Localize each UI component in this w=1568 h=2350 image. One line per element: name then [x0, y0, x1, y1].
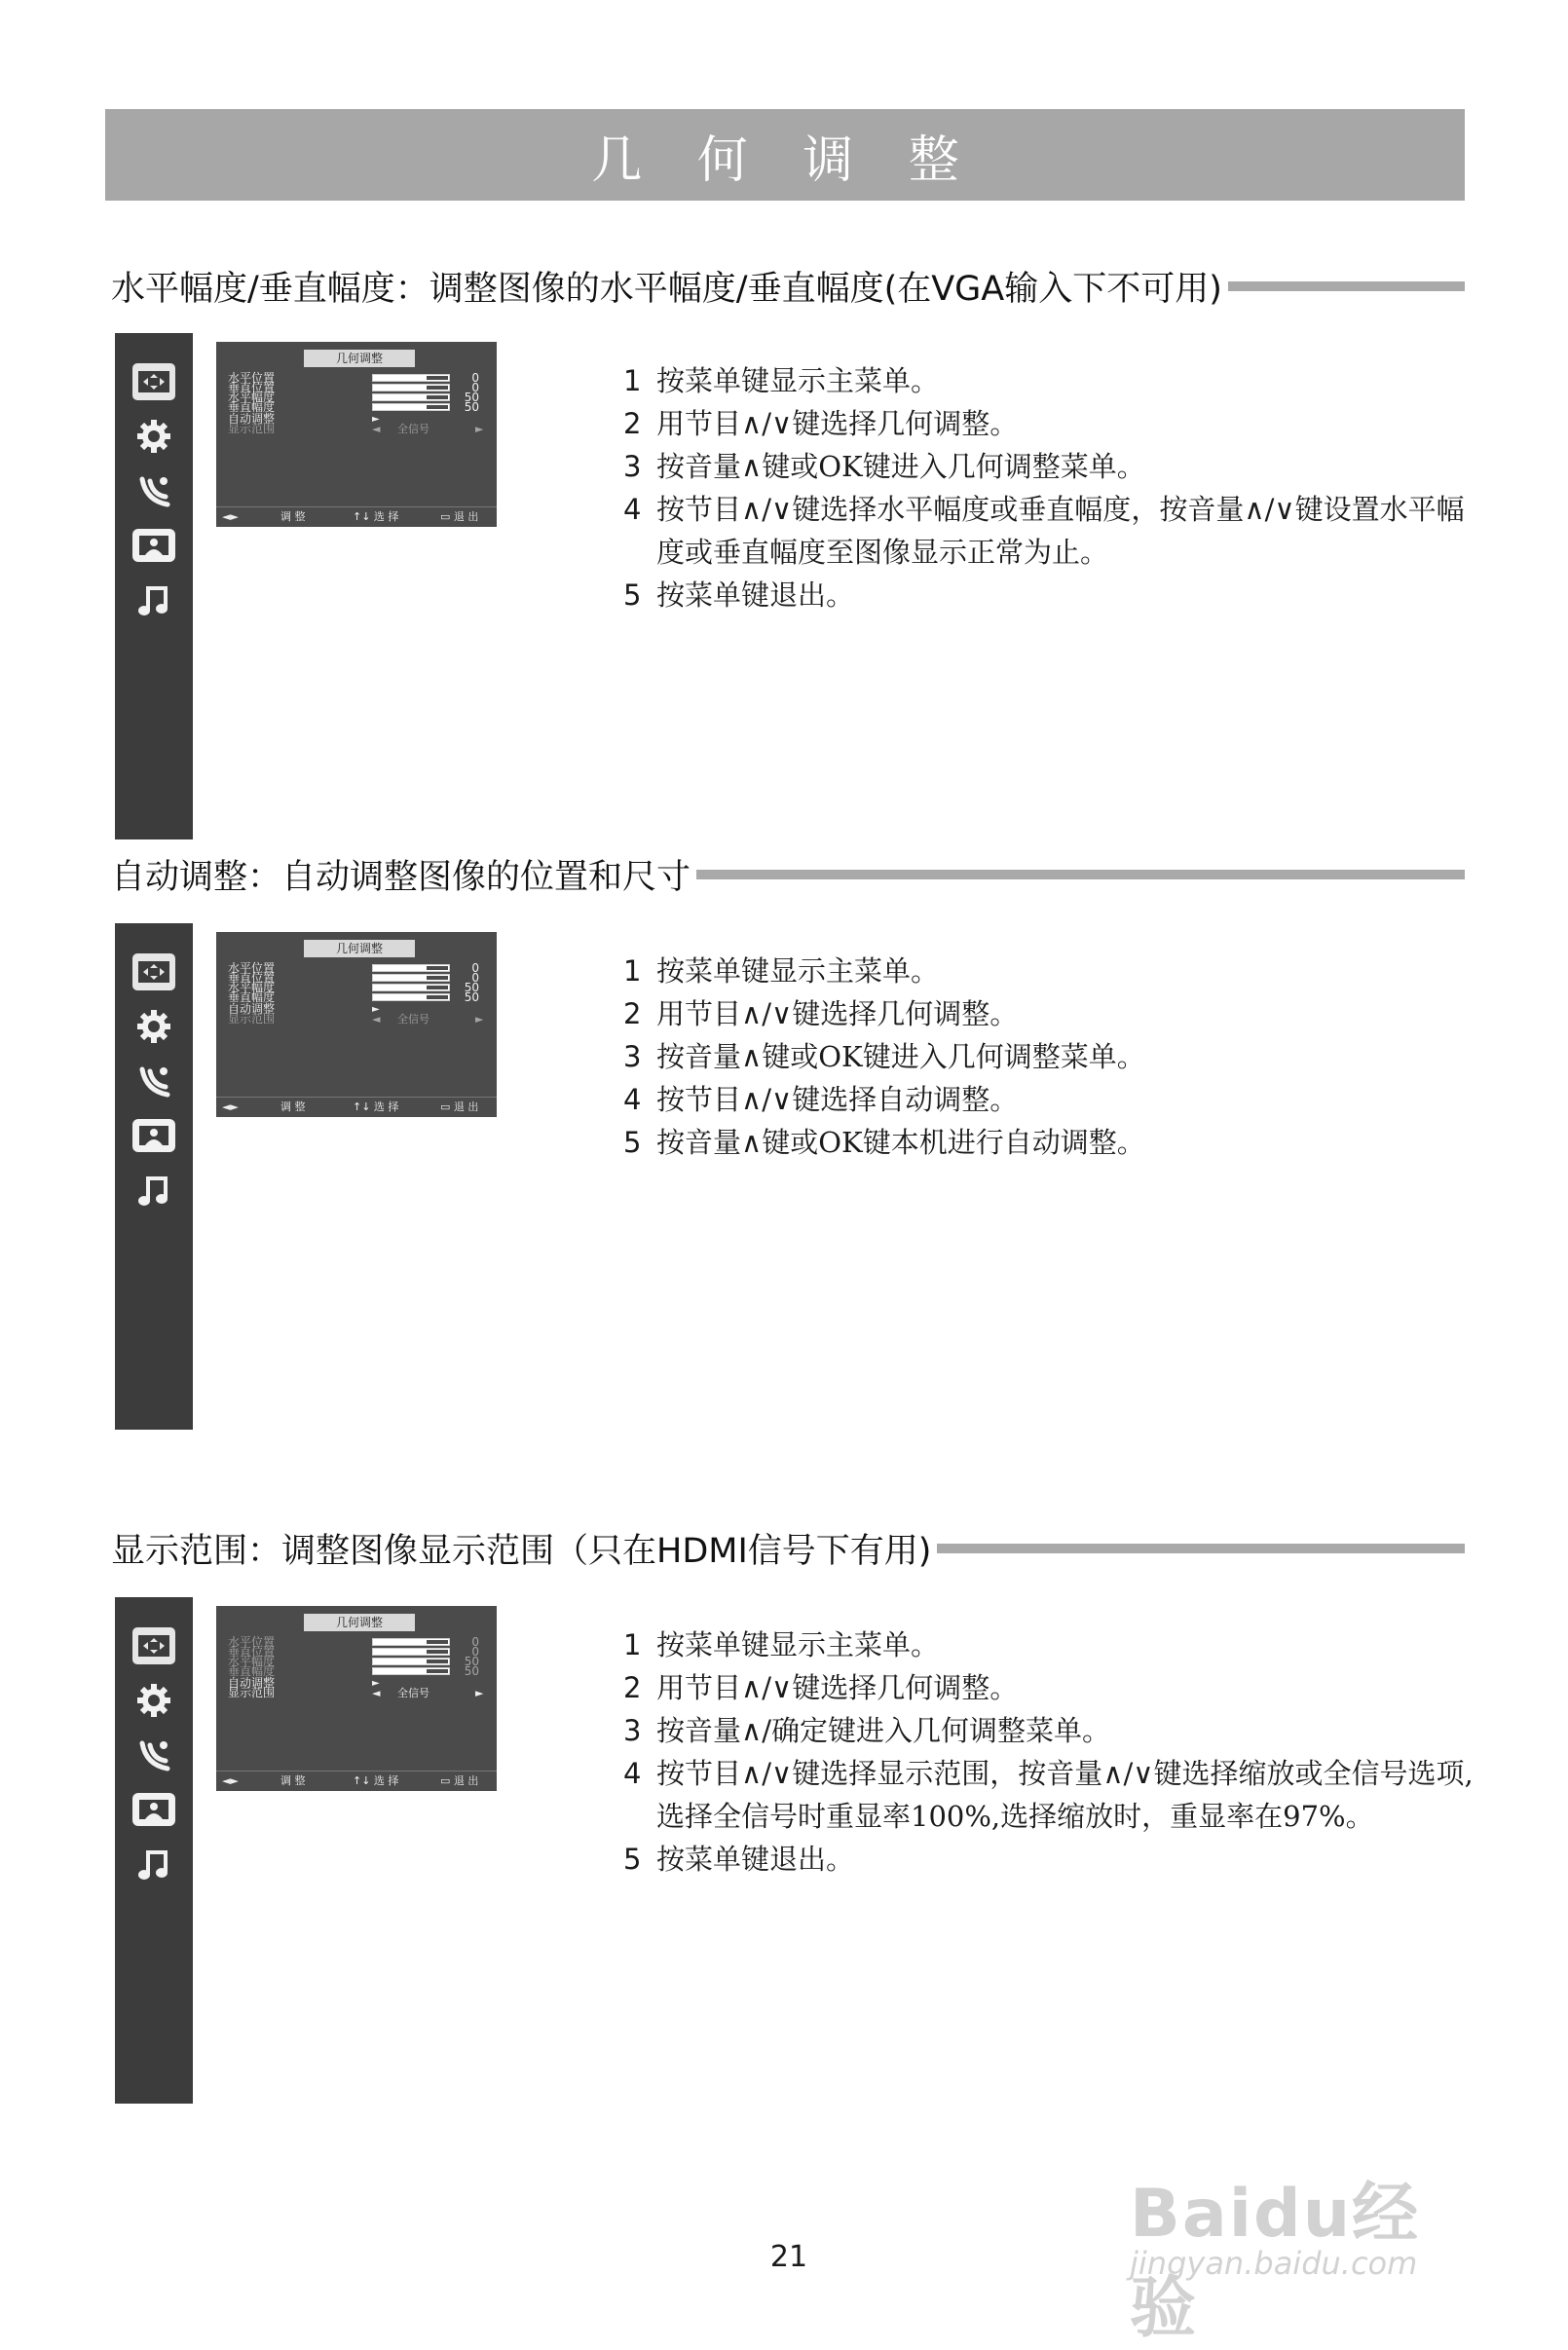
- step-number: 2: [623, 997, 642, 1030]
- step-text: 。: [989, 997, 1019, 1030]
- osd-item-label: 水平位置: [228, 1635, 276, 1649]
- osd-slider-track: [427, 405, 448, 409]
- step-text: ∧键或OK键进入: [741, 450, 948, 483]
- step-item: [623, 992, 1480, 1035]
- osd-title: 几何调整: [304, 350, 415, 367]
- step-text: 菜单。: [1060, 1040, 1145, 1073]
- osd-item-label: 水平幅度: [228, 1655, 276, 1668]
- step-keyword: 菜单: [685, 364, 742, 397]
- step-text: 用: [656, 1671, 686, 1704]
- osd-slider-bar[interactable]: [372, 403, 450, 411]
- step-text: 按: [656, 578, 686, 612]
- right-arrow-icon[interactable]: ►: [475, 423, 484, 435]
- step-number: 3: [623, 1040, 642, 1073]
- step-keyword: 菜单: [685, 1628, 742, 1661]
- osd-item-value: 0: [471, 971, 479, 985]
- osd-footer-adjust: 调 整: [280, 1100, 306, 1113]
- step-item: [623, 1666, 1480, 1709]
- step-keyword: 菜单: [685, 1843, 742, 1876]
- step-keyword: 音量: [685, 450, 742, 483]
- picture-icon: [131, 522, 177, 569]
- step-text: ∧/∨键设置水平幅度或垂直幅度至图像显示正常为止。: [656, 493, 1465, 569]
- osd-item-value: 50: [464, 981, 479, 994]
- step-text: 键退出。: [741, 578, 855, 612]
- osd-footer: [216, 1097, 497, 1117]
- osd-item-label: 水平位置: [228, 371, 276, 385]
- step-item: [623, 359, 1480, 402]
- step-number: 5: [623, 1126, 642, 1159]
- step-keyword: 垂直幅度: [1018, 493, 1132, 526]
- osd-footer-exit: ▭ 退 出: [440, 510, 479, 523]
- step-keyword: 几何调整: [947, 450, 1061, 483]
- step-text: 按: [656, 1714, 686, 1747]
- osd-menu: [216, 1606, 497, 1791]
- step-keyword: 音量: [685, 1126, 742, 1159]
- right-arrow-icon[interactable]: ►: [372, 1678, 380, 1689]
- step-keyword: 几何调整: [947, 1040, 1061, 1073]
- instruction-steps: [623, 1623, 1480, 1881]
- step-keyword: 音量: [1046, 1757, 1103, 1790]
- step-text: 按: [656, 364, 686, 397]
- step-text: 按: [656, 450, 686, 483]
- osd-item[interactable]: [228, 422, 487, 436]
- osd-item[interactable]: [228, 1686, 487, 1700]
- step-keyword: 节目: [685, 1671, 742, 1704]
- osd-footer: [216, 1771, 497, 1791]
- menu-icon-strip: [115, 1597, 193, 2104]
- osd-item-label: 垂直幅度: [228, 990, 276, 1004]
- right-arrow-icon[interactable]: ►: [372, 414, 380, 425]
- section-h-v-size: [0, 257, 1568, 841]
- step-text: 。: [989, 1671, 1019, 1704]
- step-text: 键显示主菜单。: [741, 1628, 940, 1661]
- step-text: 或: [989, 493, 1019, 526]
- section-rule: [1228, 281, 1465, 291]
- osd-item-label: 显示范围: [228, 422, 276, 435]
- step-number: 5: [623, 1843, 642, 1876]
- osd-title: 几何调整: [304, 1614, 415, 1631]
- osd-item-label: 水平幅度: [228, 391, 276, 404]
- step-number: 1: [623, 364, 642, 397]
- step-text: ∧/∨键选择: [741, 1083, 877, 1116]
- step-item: [623, 402, 1480, 445]
- step-text: 键显示主菜单。: [741, 364, 940, 397]
- section-rule: [696, 870, 1465, 879]
- step-number: 3: [623, 450, 642, 483]
- step-text: 按: [656, 1083, 686, 1116]
- music-note-icon: [131, 1841, 177, 1887]
- section-header: [111, 257, 1465, 316]
- osd-select-value: 全信号: [397, 1013, 429, 1026]
- osd-footer-adjust: 调 整: [280, 510, 306, 523]
- step-text: 按: [656, 1040, 686, 1073]
- osd-slider-track: [427, 986, 448, 989]
- osd-menu: [216, 932, 497, 1117]
- osd-select-value: 全信号: [397, 423, 429, 435]
- section-auto-adjust: [0, 845, 1568, 1430]
- osd-item-value: 50: [464, 391, 479, 404]
- section-header: [111, 845, 1465, 904]
- osd-item-label: 自动调整: [228, 412, 276, 426]
- osd-slider-track: [427, 966, 448, 970]
- osd-item-value: 0: [471, 1635, 479, 1649]
- osd-item-label: 水平幅度: [228, 981, 276, 994]
- osd-item-label: 显示范围: [228, 1686, 276, 1699]
- watermark-logo: Baidu经验: [1130, 2176, 1421, 2347]
- step-number: 2: [623, 407, 642, 440]
- step-keyword: 几何调整: [877, 407, 990, 440]
- osd-slider-track: [427, 1669, 448, 1673]
- picture-icon: [131, 1786, 177, 1833]
- osd-item-label: 垂直位置: [228, 971, 276, 985]
- osd-footer-adjust: 调 整: [280, 1774, 306, 1787]
- section-header: [111, 1519, 1465, 1578]
- step-text: 。: [989, 1083, 1019, 1116]
- osd-item-label: 垂直位置: [228, 381, 276, 394]
- step-number: 3: [623, 1714, 642, 1747]
- step-text: 按: [656, 1628, 686, 1661]
- osd-slider-bar[interactable]: [372, 1667, 450, 1675]
- osd-footer-select: ↑↓ 选 择: [353, 1774, 399, 1787]
- step-item: [623, 1078, 1480, 1121]
- osd-item-label: 垂直位置: [228, 1645, 276, 1659]
- step-keyword: 节目: [685, 407, 742, 440]
- osd-slider-track: [427, 1660, 448, 1663]
- osd-slider-track: [427, 395, 448, 399]
- left-arrow-icon[interactable]: ◄: [372, 1687, 381, 1699]
- left-right-arrow-icon: ◄►: [222, 1100, 239, 1113]
- step-item: [623, 445, 1480, 488]
- osd-item-label: 垂直幅度: [228, 1664, 276, 1678]
- osd-item-label: 显示范围: [228, 1012, 276, 1026]
- step-text: 菜单。: [1026, 1714, 1111, 1747]
- watermark-url: jingyan.baidu.com: [1130, 2245, 1418, 2282]
- step-keyword: 显示范围: [877, 1757, 990, 1790]
- osd-slider-track: [427, 976, 448, 980]
- step-text: ∧键或OK键进入: [741, 1040, 948, 1073]
- instruction-steps: [623, 950, 1480, 1164]
- page-number: 21: [769, 2240, 808, 2274]
- step-keyword: 节目: [685, 1083, 742, 1116]
- step-text: ∧/∨键选择: [741, 1757, 877, 1790]
- step-keyword: 自动调整: [877, 1083, 990, 1116]
- step-item: [623, 488, 1480, 574]
- step-keyword: 几何调整: [913, 1714, 1027, 1747]
- step-text: ，按: [989, 1757, 1047, 1790]
- step-keyword: 几何调整: [877, 997, 990, 1030]
- step-text: 按: [656, 493, 686, 526]
- osd-item-value: 50: [464, 1664, 479, 1678]
- music-note-icon: [131, 577, 177, 623]
- step-text: ∧/确定键进入: [741, 1714, 914, 1747]
- right-arrow-icon[interactable]: ►: [475, 1013, 484, 1026]
- osd-item-label: 垂直幅度: [228, 400, 276, 414]
- osd-slider-track: [427, 1640, 448, 1644]
- antenna-icon: [131, 1732, 177, 1778]
- step-text: ∧/∨键选择: [741, 1671, 877, 1704]
- step-item: [623, 1752, 1480, 1838]
- step-text: ∧键或OK键本机进行自动调整。: [741, 1126, 1145, 1159]
- step-number: 5: [623, 578, 642, 612]
- osd-item-value: 0: [471, 381, 479, 394]
- left-right-arrow-icon: ◄►: [222, 1774, 239, 1787]
- step-item: [623, 1709, 1480, 1752]
- osd-item[interactable]: [228, 1012, 487, 1026]
- osd-slider-bar[interactable]: [372, 993, 450, 1001]
- step-text: 键退出。: [741, 1843, 855, 1876]
- step-text: 按: [656, 1757, 686, 1790]
- section-heading: 水平幅度/垂直幅度：调整图像的水平幅度/垂直幅度(在VGA输入下不可用): [111, 270, 1222, 309]
- step-keyword: 水平幅度: [877, 493, 990, 526]
- step-item: [623, 574, 1480, 616]
- osd-item-label: 水平位置: [228, 961, 276, 975]
- step-keyword: 菜单: [685, 578, 742, 612]
- step-keyword: 节目: [685, 493, 742, 526]
- step-text: ∧/∨键选择: [741, 997, 877, 1030]
- watermark: [1130, 2108, 1480, 2347]
- osd-item-value: 50: [464, 990, 479, 1004]
- gear-icon: [131, 1003, 177, 1050]
- step-number: 4: [623, 1757, 642, 1790]
- osd-slider-track: [427, 376, 448, 380]
- picture-icon: [131, 1112, 177, 1159]
- osd-item-label: 自动调整: [228, 1002, 276, 1016]
- gear-icon: [131, 1677, 177, 1724]
- left-right-arrow-icon: ◄►: [222, 510, 239, 523]
- antenna-icon: [131, 1058, 177, 1104]
- section-heading: 显示范围：调整图像显示范围（只在HDMI信号下有用): [111, 1532, 932, 1571]
- step-number: 4: [623, 1083, 642, 1116]
- step-keyword: 菜单: [685, 954, 742, 988]
- osd-item-value: 0: [471, 1645, 479, 1659]
- page-title: 几 何 调 整: [591, 131, 979, 190]
- osd-footer-select: ↑↓ 选 择: [353, 510, 399, 523]
- left-arrow-icon[interactable]: ◄: [372, 423, 381, 435]
- osd-footer-exit: ▭ 退 出: [440, 1100, 479, 1113]
- step-item: [623, 1623, 1480, 1666]
- osd-item-value: 50: [464, 400, 479, 414]
- step-number: 4: [623, 493, 642, 526]
- instruction-steps: [623, 359, 1480, 616]
- section-display-range: [0, 1519, 1568, 2123]
- step-text: ∧/∨键选择: [741, 407, 877, 440]
- geometry-icon: [131, 1623, 177, 1669]
- antenna-icon: [131, 467, 177, 514]
- step-keyword: 节目: [685, 997, 742, 1030]
- step-number: 1: [623, 954, 642, 988]
- osd-slider-track: [427, 386, 448, 390]
- step-text: 用: [656, 997, 686, 1030]
- step-item: [623, 950, 1480, 992]
- step-text: 键显示主菜单。: [741, 954, 940, 988]
- step-keyword: 音量: [685, 1040, 742, 1073]
- osd-item-value: 50: [464, 1655, 479, 1668]
- step-item: [623, 1121, 1480, 1164]
- section-rule: [937, 1544, 1465, 1553]
- section-heading: 自动调整：自动调整图像的位置和尺寸: [111, 858, 691, 897]
- step-keyword: 音量: [685, 1714, 742, 1747]
- step-text: ，按: [1131, 493, 1188, 526]
- menu-icon-strip: [115, 333, 193, 839]
- step-text: 用: [656, 407, 686, 440]
- music-note-icon: [131, 1167, 177, 1213]
- osd-item-value: 0: [471, 961, 479, 975]
- menu-icon-strip: [115, 923, 193, 1430]
- right-arrow-icon[interactable]: ►: [475, 1687, 484, 1699]
- step-text: 。: [989, 407, 1019, 440]
- step-text: 按: [656, 954, 686, 988]
- osd-menu: [216, 342, 497, 527]
- osd-footer-exit: ▭ 退 出: [440, 1774, 479, 1787]
- step-number: 2: [623, 1671, 642, 1704]
- osd-item-value: 0: [471, 371, 479, 385]
- step-text: 菜单。: [1060, 450, 1145, 483]
- step-keyword: 几何调整: [877, 1671, 990, 1704]
- page-title-banner: [105, 109, 1465, 201]
- step-keyword: 节目: [685, 1757, 742, 1790]
- step-text: ∧/∨键选择: [741, 493, 877, 526]
- osd-slider-track: [427, 995, 448, 999]
- osd-slider-track: [427, 1650, 448, 1654]
- osd-footer-select: ↑↓ 选 择: [353, 1100, 399, 1113]
- osd-item-label: 自动调整: [228, 1676, 276, 1690]
- osd-title: 几何调整: [304, 940, 415, 957]
- step-text: ∧/∨键选择缩放或全信号选项,选择全信号时重显率100%,选择缩放时，重显率在97%。: [656, 1757, 1474, 1833]
- gear-icon: [131, 413, 177, 460]
- osd-select-value: 全信号: [397, 1687, 429, 1699]
- right-arrow-icon[interactable]: ►: [372, 1004, 380, 1015]
- step-number: 1: [623, 1628, 642, 1661]
- step-item: [623, 1035, 1480, 1078]
- left-arrow-icon[interactable]: ◄: [372, 1013, 381, 1026]
- step-keyword: 音量: [1187, 493, 1245, 526]
- step-text: 按: [656, 1843, 686, 1876]
- osd-footer: [216, 506, 497, 527]
- step-item: [623, 1838, 1480, 1881]
- step-text: 按: [656, 1126, 686, 1159]
- geometry-icon: [131, 949, 177, 995]
- geometry-icon: [131, 358, 177, 405]
